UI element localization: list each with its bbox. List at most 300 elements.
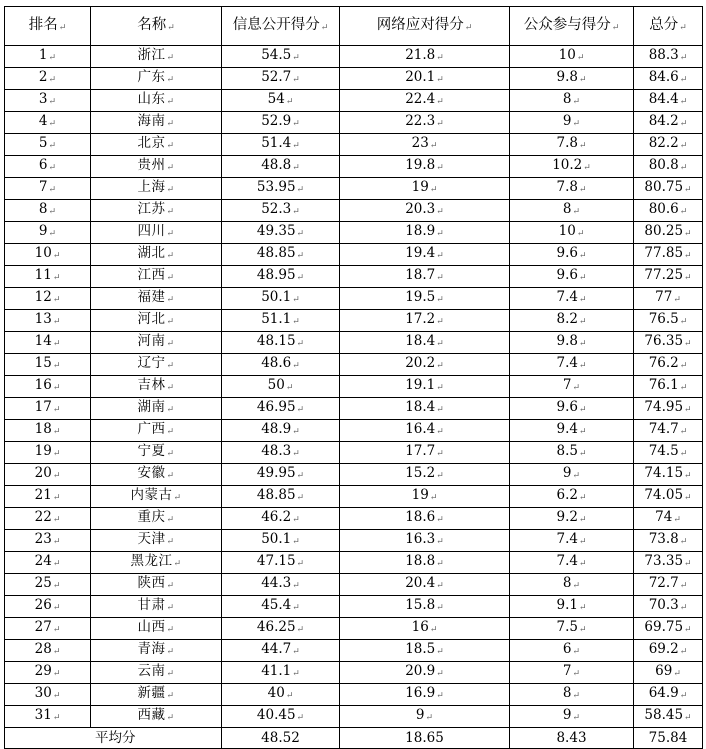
total-score-cell: 84.4↵ — [634, 90, 703, 112]
province-cell: 山西↵ — [91, 618, 222, 640]
paragraph-mark-icon: ↵ — [572, 647, 581, 657]
total-score-cell: 69↵ — [634, 662, 703, 684]
rank-cell: 11↵ — [5, 266, 91, 288]
total-score-cell: 80.6↵ — [634, 200, 703, 222]
info-score-cell: 48.8↵ — [222, 156, 340, 178]
header-rank: 排名↵ — [5, 7, 91, 46]
province-cell: 江西↵ — [91, 266, 222, 288]
paragraph-mark-icon: ↵ — [292, 119, 300, 129]
paragraph-mark-icon: ↵ — [578, 427, 587, 437]
paragraph-mark-icon: ↵ — [684, 229, 692, 239]
total-score-cell: 74.95↵ — [634, 398, 703, 420]
paragraph-mark-icon: ↵ — [292, 163, 300, 173]
paragraph-mark-icon: ↵ — [436, 119, 444, 129]
table-row — [5, 134, 703, 156]
public-score-cell: 8↵ — [510, 574, 634, 596]
rank-cell: 26↵ — [5, 596, 91, 618]
info-score-cell: 40.45↵ — [222, 706, 340, 728]
paragraph-mark-icon: ↵ — [436, 75, 444, 85]
province-cell: 云南↵ — [91, 662, 222, 684]
paragraph-mark-icon: ↵ — [48, 97, 57, 107]
public-score-cell: 7.8↵ — [510, 134, 634, 156]
paragraph-mark-icon: ↵ — [48, 229, 57, 239]
rank-cell: 15↵ — [5, 354, 91, 376]
public-score-cell: 8↵ — [510, 200, 634, 222]
average-network-score: 18.65 — [340, 728, 510, 749]
paragraph-mark-icon: ↵ — [572, 669, 581, 679]
rank-cell: 30↵ — [5, 684, 91, 706]
average-row — [5, 728, 703, 749]
province-cell: 广东↵ — [91, 68, 222, 90]
paragraph-mark-icon: ↵ — [296, 713, 305, 723]
paragraph-mark-icon: ↵ — [436, 295, 444, 305]
province-cell: 河南↵ — [91, 332, 222, 354]
paragraph-mark-icon: ↵ — [292, 75, 300, 85]
province-cell: 海南↵ — [91, 112, 222, 134]
public-score-cell: 7.4↵ — [510, 354, 634, 376]
province-cell: 四川↵ — [91, 222, 222, 244]
rank-cell: 21↵ — [5, 486, 91, 508]
province-cell: 新疆↵ — [91, 684, 222, 706]
header-network-score: 网络应对得分↵ — [340, 7, 510, 46]
total-score-cell: 80.8↵ — [634, 156, 703, 178]
paragraph-mark-icon: ↵ — [173, 559, 182, 569]
info-score-cell: 48.3↵ — [222, 442, 340, 464]
paragraph-mark-icon: ↵ — [48, 141, 57, 151]
paragraph-mark-icon: ↵ — [166, 339, 175, 349]
province-cell: 湖北↵ — [91, 244, 222, 266]
paragraph-mark-icon: ↵ — [52, 603, 61, 613]
paragraph-mark-icon: ↵ — [436, 53, 444, 63]
public-score-cell: 7.4↵ — [510, 288, 634, 310]
paragraph-mark-icon: ↵ — [684, 185, 692, 195]
paragraph-mark-icon: ↵ — [52, 339, 61, 349]
paragraph-mark-icon: ↵ — [296, 339, 305, 349]
paragraph-mark-icon: ↵ — [578, 493, 587, 503]
paragraph-mark-icon: ↵ — [52, 405, 61, 415]
paragraph-mark-icon: ↵ — [679, 53, 688, 63]
paragraph-mark-icon: ↵ — [52, 625, 61, 635]
table-row — [5, 68, 703, 90]
header-name: 名称↵ — [91, 7, 222, 46]
paragraph-mark-icon: ↵ — [292, 361, 300, 371]
paragraph-mark-icon: ↵ — [296, 625, 305, 635]
paragraph-mark-icon: ↵ — [166, 383, 175, 393]
info-score-cell: 48.6↵ — [222, 354, 340, 376]
rank-cell: 7↵ — [5, 178, 91, 200]
paragraph-mark-icon: ↵ — [425, 713, 434, 723]
rank-cell: 9↵ — [5, 222, 91, 244]
paragraph-mark-icon: ↵ — [436, 559, 444, 569]
province-cell: 上海↵ — [91, 178, 222, 200]
network-score-cell: 15.2↵ — [340, 464, 510, 486]
public-score-cell: 9.4↵ — [510, 420, 634, 442]
paragraph-mark-icon: ↵ — [52, 493, 61, 503]
paragraph-mark-icon: ↵ — [48, 75, 57, 85]
paragraph-mark-icon: ↵ — [296, 273, 305, 283]
table-row — [5, 684, 703, 706]
paragraph-mark-icon: ↵ — [572, 119, 581, 129]
rank-cell: 27↵ — [5, 618, 91, 640]
paragraph-mark-icon: ↵ — [292, 295, 300, 305]
paragraph-mark-icon: ↵ — [48, 185, 57, 195]
rank-cell: 1↵ — [5, 46, 91, 68]
table-row — [5, 156, 703, 178]
paragraph-mark-icon: ↵ — [436, 251, 444, 261]
public-score-cell: 9.6↵ — [510, 398, 634, 420]
paragraph-mark-icon: ↵ — [52, 383, 61, 393]
paragraph-mark-icon: ↵ — [320, 22, 329, 33]
total-score-cell: 76.1↵ — [634, 376, 703, 398]
rank-cell: 29↵ — [5, 662, 91, 684]
paragraph-mark-icon: ↵ — [679, 427, 688, 437]
info-score-cell: 47.15↵ — [222, 552, 340, 574]
public-score-cell: 10↵ — [510, 222, 634, 244]
paragraph-mark-icon: ↵ — [679, 119, 688, 129]
paragraph-mark-icon: ↵ — [583, 163, 591, 173]
info-score-cell: 46.2↵ — [222, 508, 340, 530]
rank-cell: 3↵ — [5, 90, 91, 112]
table-row — [5, 178, 703, 200]
paragraph-mark-icon: ↵ — [679, 97, 688, 107]
paragraph-mark-icon: ↵ — [166, 163, 175, 173]
network-score-cell: 22.3↵ — [340, 112, 510, 134]
table-row — [5, 508, 703, 530]
info-score-cell: 40↵ — [222, 684, 340, 706]
paragraph-mark-icon: ↵ — [166, 515, 175, 525]
network-score-cell: 16↵ — [340, 618, 510, 640]
paragraph-mark-icon: ↵ — [572, 713, 581, 723]
info-score-cell: 44.3↵ — [222, 574, 340, 596]
info-score-cell: 52.9↵ — [222, 112, 340, 134]
paragraph-mark-icon: ↵ — [578, 625, 587, 635]
info-score-cell: 51.4↵ — [222, 134, 340, 156]
paragraph-mark-icon: ↵ — [52, 317, 61, 327]
paragraph-mark-icon: ↵ — [578, 273, 587, 283]
total-score-cell: 64.9↵ — [634, 684, 703, 706]
paragraph-mark-icon: ↵ — [578, 603, 587, 613]
table-row — [5, 662, 703, 684]
paragraph-mark-icon: ↵ — [684, 273, 692, 283]
paragraph-mark-icon: ↵ — [292, 141, 300, 151]
paragraph-mark-icon: ↵ — [166, 669, 175, 679]
paragraph-mark-icon: ↵ — [576, 229, 585, 239]
province-cell: 浙江↵ — [91, 46, 222, 68]
province-cell: 内蒙古↵ — [91, 486, 222, 508]
public-score-cell: 9.2↵ — [510, 508, 634, 530]
info-score-cell: 46.25↵ — [222, 618, 340, 640]
paragraph-mark-icon: ↵ — [285, 691, 294, 701]
info-score-cell: 48.85↵ — [222, 244, 340, 266]
rank-cell: 19↵ — [5, 442, 91, 464]
paragraph-mark-icon: ↵ — [611, 22, 620, 33]
paragraph-mark-icon: ↵ — [436, 361, 444, 371]
network-score-cell: 21.8↵ — [340, 46, 510, 68]
table-row — [5, 486, 703, 508]
paragraph-mark-icon: ↵ — [292, 449, 300, 459]
public-score-cell: 10↵ — [510, 46, 634, 68]
paragraph-mark-icon: ↵ — [296, 559, 305, 569]
paragraph-mark-icon: ↵ — [52, 691, 61, 701]
paragraph-mark-icon: ↵ — [436, 207, 444, 217]
paragraph-mark-icon: ↵ — [436, 97, 444, 107]
public-score-cell: 8↵ — [510, 90, 634, 112]
table-row — [5, 398, 703, 420]
total-score-cell: 74.5↵ — [634, 442, 703, 464]
average-public-score: 8.43 — [510, 728, 634, 749]
province-cell: 甘肃↵ — [91, 596, 222, 618]
paragraph-mark-icon: ↵ — [167, 22, 175, 33]
paragraph-mark-icon: ↵ — [436, 471, 444, 481]
rank-cell: 12↵ — [5, 288, 91, 310]
total-score-cell: 84.6↵ — [634, 68, 703, 90]
public-score-cell: 8.5↵ — [510, 442, 634, 464]
network-score-cell: 22.4↵ — [340, 90, 510, 112]
paragraph-mark-icon: ↵ — [166, 449, 175, 459]
paragraph-mark-icon: ↵ — [48, 207, 57, 217]
network-score-cell: 18.7↵ — [340, 266, 510, 288]
table-row — [5, 464, 703, 486]
paragraph-mark-icon: ↵ — [166, 75, 175, 85]
public-score-cell: 7.5↵ — [510, 618, 634, 640]
paragraph-mark-icon: ↵ — [684, 559, 692, 569]
info-score-cell: 48.9↵ — [222, 420, 340, 442]
paragraph-mark-icon: ↵ — [673, 669, 681, 679]
paragraph-mark-icon: ↵ — [166, 427, 175, 437]
paragraph-mark-icon: ↵ — [578, 141, 587, 151]
paragraph-mark-icon: ↵ — [572, 97, 581, 107]
table-row — [5, 442, 703, 464]
rank-cell: 13↵ — [5, 310, 91, 332]
public-score-cell: 9.1↵ — [510, 596, 634, 618]
rank-cell: 14↵ — [5, 332, 91, 354]
info-score-cell: 53.95↵ — [222, 178, 340, 200]
paragraph-mark-icon: ↵ — [48, 163, 57, 173]
paragraph-mark-icon: ↵ — [572, 471, 581, 481]
paragraph-mark-icon: ↵ — [166, 647, 175, 657]
paragraph-mark-icon: ↵ — [436, 317, 444, 327]
paragraph-mark-icon: ↵ — [679, 691, 688, 701]
paragraph-mark-icon: ↵ — [166, 53, 175, 63]
paragraph-mark-icon: ↵ — [578, 295, 587, 305]
paragraph-mark-icon: ↵ — [292, 669, 300, 679]
paragraph-mark-icon: ↵ — [436, 691, 444, 701]
rank-cell: 28↵ — [5, 640, 91, 662]
total-score-cell: 77.85↵ — [634, 244, 703, 266]
paragraph-mark-icon: ↵ — [679, 141, 688, 151]
public-score-cell: 9.8↵ — [510, 332, 634, 354]
total-score-cell: 58.45↵ — [634, 706, 703, 728]
total-score-cell: 82.2↵ — [634, 134, 703, 156]
paragraph-mark-icon: ↵ — [436, 405, 444, 415]
total-score-cell: 69.75↵ — [634, 618, 703, 640]
average-info-score: 48.52 — [222, 728, 340, 749]
public-score-cell: 9↵ — [510, 464, 634, 486]
province-cell: 河北↵ — [91, 310, 222, 332]
info-score-cell: 46.95↵ — [222, 398, 340, 420]
network-score-cell: 19.4↵ — [340, 244, 510, 266]
paragraph-mark-icon: ↵ — [684, 405, 692, 415]
public-score-cell: 8.2↵ — [510, 310, 634, 332]
paragraph-mark-icon: ↵ — [578, 559, 587, 569]
paragraph-mark-icon: ↵ — [679, 537, 688, 547]
paragraph-mark-icon: ↵ — [673, 295, 681, 305]
paragraph-mark-icon: ↵ — [673, 515, 681, 525]
network-score-cell: 17.7↵ — [340, 442, 510, 464]
paragraph-mark-icon: ↵ — [292, 317, 300, 327]
table-row — [5, 266, 703, 288]
table-row — [5, 574, 703, 596]
paragraph-mark-icon: ↵ — [166, 603, 175, 613]
table-row — [5, 46, 703, 68]
paragraph-mark-icon: ↵ — [684, 251, 692, 261]
paragraph-mark-icon: ↵ — [578, 515, 587, 525]
paragraph-mark-icon: ↵ — [48, 53, 57, 63]
paragraph-mark-icon: ↵ — [679, 22, 687, 33]
rank-cell: 6↵ — [5, 156, 91, 178]
network-score-cell: 18.9↵ — [340, 222, 510, 244]
network-score-cell: 19↵ — [340, 486, 510, 508]
paragraph-mark-icon: ↵ — [52, 713, 61, 723]
paragraph-mark-icon: ↵ — [684, 339, 692, 349]
province-cell: 湖南↵ — [91, 398, 222, 420]
total-score-cell: 76.2↵ — [634, 354, 703, 376]
table-row — [5, 420, 703, 442]
average-label-cell — [5, 728, 222, 749]
network-score-cell: 18.8↵ — [340, 552, 510, 574]
paragraph-mark-icon: ↵ — [578, 75, 587, 85]
paragraph-mark-icon: ↵ — [679, 647, 688, 657]
paragraph-mark-icon: ↵ — [578, 317, 587, 327]
paragraph-mark-icon: ↵ — [292, 207, 300, 217]
paragraph-mark-icon: ↵ — [436, 515, 444, 525]
total-score-cell: 73.35↵ — [634, 552, 703, 574]
paragraph-mark-icon: ↵ — [166, 713, 175, 723]
total-score-cell: 88.3↵ — [634, 46, 703, 68]
paragraph-mark-icon: ↵ — [166, 537, 175, 547]
public-score-cell: 7.8↵ — [510, 178, 634, 200]
network-score-cell: 16.4↵ — [340, 420, 510, 442]
paragraph-mark-icon: ↵ — [436, 647, 444, 657]
paragraph-mark-icon: ↵ — [679, 207, 688, 217]
public-score-cell: 10.2↵ — [510, 156, 634, 178]
paragraph-mark-icon: ↵ — [572, 383, 581, 393]
paragraph-mark-icon: ↵ — [166, 251, 175, 261]
network-score-cell: 16.9↵ — [340, 684, 510, 706]
paragraph-mark-icon: ↵ — [436, 603, 444, 613]
total-score-cell: 77.25↵ — [634, 266, 703, 288]
paragraph-mark-icon: ↵ — [166, 207, 175, 217]
province-cell: 陕西↵ — [91, 574, 222, 596]
paragraph-mark-icon: ↵ — [436, 449, 444, 459]
province-cell: 安徽↵ — [91, 464, 222, 486]
total-score-cell: 84.2↵ — [634, 112, 703, 134]
paragraph-mark-icon: ↵ — [578, 251, 587, 261]
province-cell: 山东↵ — [91, 90, 222, 112]
paragraph-mark-icon: ↵ — [166, 119, 175, 129]
province-cell: 吉林↵ — [91, 376, 222, 398]
network-score-cell: 18.6↵ — [340, 508, 510, 530]
paragraph-mark-icon: ↵ — [679, 449, 688, 459]
table-row — [5, 376, 703, 398]
table-row — [5, 706, 703, 728]
paragraph-mark-icon: ↵ — [436, 669, 444, 679]
paragraph-mark-icon: ↵ — [572, 691, 581, 701]
public-score-cell: 9↵ — [510, 112, 634, 134]
info-score-cell: 45.4↵ — [222, 596, 340, 618]
info-score-cell: 54↵ — [222, 90, 340, 112]
paragraph-mark-icon: ↵ — [48, 119, 57, 129]
network-score-cell: 19.8↵ — [340, 156, 510, 178]
paragraph-mark-icon: ↵ — [166, 405, 175, 415]
paragraph-mark-icon: ↵ — [52, 647, 61, 657]
network-score-cell: 20.1↵ — [340, 68, 510, 90]
rank-cell: 17↵ — [5, 398, 91, 420]
total-score-cell: 74.15↵ — [634, 464, 703, 486]
info-score-cell: 48.95↵ — [222, 266, 340, 288]
network-score-cell: 18.4↵ — [340, 398, 510, 420]
total-score-cell: 76.35↵ — [634, 332, 703, 354]
paragraph-mark-icon: ↵ — [464, 22, 473, 33]
paragraph-mark-icon: ↵ — [52, 515, 61, 525]
table-row — [5, 112, 703, 134]
paragraph-mark-icon: ↵ — [684, 625, 692, 635]
province-cell: 西藏↵ — [91, 706, 222, 728]
paragraph-mark-icon: ↵ — [429, 493, 438, 503]
province-cell: 天津↵ — [91, 530, 222, 552]
rank-cell: 22↵ — [5, 508, 91, 530]
total-score-cell: 73.8↵ — [634, 530, 703, 552]
public-score-cell: 9.8↵ — [510, 68, 634, 90]
header-row — [5, 7, 703, 46]
paragraph-mark-icon: ↵ — [572, 581, 581, 591]
total-score-cell: 77↵ — [634, 288, 703, 310]
network-score-cell: 19.5↵ — [340, 288, 510, 310]
paragraph-mark-icon: ↵ — [429, 625, 438, 635]
paragraph-mark-icon: ↵ — [166, 471, 175, 481]
table-row — [5, 332, 703, 354]
province-cell: 北京↵ — [91, 134, 222, 156]
province-cell: 青海↵ — [91, 640, 222, 662]
public-score-cell: 6↵ — [510, 640, 634, 662]
province-cell: 福建↵ — [91, 288, 222, 310]
table-row — [5, 200, 703, 222]
paragraph-mark-icon: ↵ — [679, 603, 688, 613]
paragraph-mark-icon: ↵ — [436, 163, 444, 173]
paragraph-mark-icon: ↵ — [679, 163, 688, 173]
paragraph-mark-icon: ↵ — [173, 493, 182, 503]
paragraph-mark-icon: ↵ — [679, 361, 688, 371]
paragraph-mark-icon: ↵ — [296, 471, 305, 481]
paragraph-mark-icon: ↵ — [296, 405, 305, 415]
network-score-cell: 23↵ — [340, 134, 510, 156]
paragraph-mark-icon: ↵ — [684, 493, 692, 503]
paragraph-mark-icon: ↵ — [429, 141, 438, 151]
total-score-cell: 74.7↵ — [634, 420, 703, 442]
paragraph-mark-icon: ↵ — [52, 581, 61, 591]
paragraph-mark-icon: ↵ — [576, 53, 585, 63]
info-score-cell: 49.35↵ — [222, 222, 340, 244]
info-score-cell: 54.5↵ — [222, 46, 340, 68]
network-score-cell: 16.3↵ — [340, 530, 510, 552]
paragraph-mark-icon: ↵ — [166, 625, 175, 635]
paragraph-mark-icon: ↵ — [166, 361, 175, 371]
paragraph-mark-icon: ↵ — [58, 22, 67, 33]
paragraph-mark-icon: ↵ — [166, 97, 175, 107]
info-score-cell: 52.7↵ — [222, 68, 340, 90]
info-score-cell: 52.3↵ — [222, 200, 340, 222]
paragraph-mark-icon: ↵ — [436, 273, 444, 283]
